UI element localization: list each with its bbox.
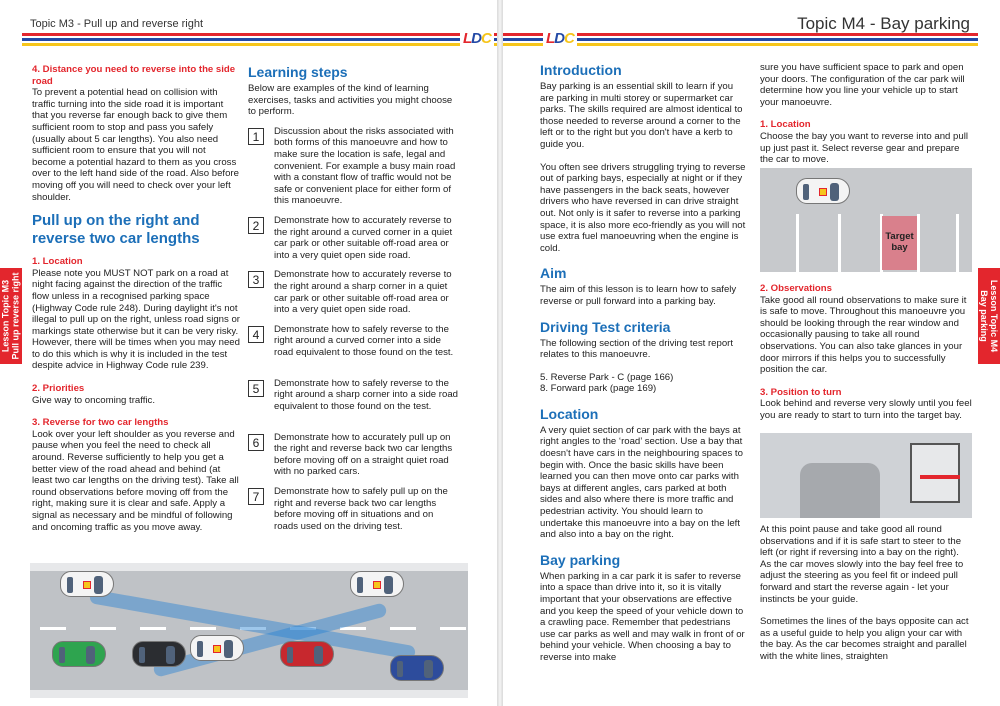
- introduction-text-2: You often see drivers struggling trying to reverse out of parking bays, especially at night or if they have passengers in the back seats, however drivers who have reversed in can drive straight out. Not only is it safer to reverse into a parking space, it is also more eco-friendly as you will not use extra fuel manoeuvring when the engine is cold.: [540, 161, 746, 254]
- left-column-1: [32, 64, 240, 544]
- learner-car: [190, 635, 244, 661]
- location-text: A very quiet section of car park with the bays at right angles to the ‘road’ section. Use a bay that doesn't have cars in the neighbouring spaces to begin with. Once the basic skills have been learned you can then move onto car parks with bays at different angles, cars parked at both sides and also where there is more traffic and pedestrian activity. You should learn to undertake this manoeuvre into a bay on the left and also into a bay on the right.: [540, 424, 743, 541]
- right-column-1: [540, 62, 748, 675]
- learning-steps-intro: Below are examples of the kind of learning exercises, tasks and activities you might choose to perform.: [248, 83, 453, 118]
- parked-car: [280, 641, 334, 667]
- section-2-text: Give way to oncoming traffic.: [32, 394, 155, 406]
- learner-car: [350, 571, 404, 597]
- right-column-2b: [760, 283, 972, 433]
- parked-car: [132, 641, 186, 667]
- aim-title: Aim: [540, 265, 567, 282]
- car-interior-illustration: [760, 433, 972, 518]
- section-2-title: 2. Priorities: [32, 383, 85, 395]
- learning-step: 4 Demonstrate how to safely reverse to the right around a curved corner into a side road equivalent to those found on the test.: [248, 324, 458, 370]
- introduction-title: Introduction: [540, 62, 622, 78]
- parked-car: [52, 641, 106, 667]
- section-3-title: 3. Reverse for two car lengths: [32, 417, 169, 429]
- left-page-header: Topic M3 - Pull up and reverse right: [30, 18, 204, 30]
- criteria-title: Driving Test criteria: [540, 318, 671, 335]
- section-4-text: To prevent a potential head on collision with traffic turning into the side road it is important that you reverse far enough back to give them sufficient room to stop and pass you safely (usually about 5 car lengths). You also need sufficient room to ensure that you will not become a potential hazard to them as you cross over to the left hand side of the road. Also before moving off you will need to check over your left shoulder.: [32, 87, 239, 203]
- left-page: [0, 0, 497, 706]
- section-1-text: Please note you MUST NOT park on a road at night facing against the direction of the traffic flow unless in a recognised parking space (Highway Code rule 248). During daylight it's not illegal to pull up on the right, unless road signs or markings state otherwise but it can be very risky. However, there will be times when you may need to do this which is why it is included in the test despite advice in Highway Code rule 239.: [32, 267, 240, 372]
- observations-text: Take good all round observations to make sure it is safe to move. Throughout this manoeuvre you should be looking through the rear window and occasionally pausing to take all round observations. You can also take glances in your door mirrors if this helps you to successfully position the car.: [760, 294, 967, 376]
- reverse-road-illustration: [30, 563, 468, 698]
- learning-step: 6 Demonstrate how to accurately pull up on the right and reverse back two car lengths before moving off on a straight quiet road with no parked cars.: [248, 432, 458, 478]
- learning-step: 7 Demonstrate how to safely pull up on the right and reverse back two car lengths before moving off in situations and on roads used on the driving test.: [248, 486, 458, 532]
- section-1-title: 1. Location: [32, 256, 83, 268]
- left-column-2: [248, 64, 458, 540]
- aim-text: The aim of this lesson is to learn how to safely reverse or pull forward into a parking bay.: [540, 284, 737, 307]
- learner-car: [60, 571, 114, 597]
- section-4-title: 4. Distance you need to reverse into the side road: [32, 64, 236, 87]
- learning-step: 3 Demonstrate how to accurately reverse to the right around a sharp corner in a quiet car park or other suitable off-road area or into a very quiet open side road.: [248, 269, 458, 315]
- right-column-2: [760, 62, 972, 177]
- position-title: 3. Position to turn: [760, 386, 842, 398]
- section-3-text: Look over your left shoulder as you reverse and pause when you feel the need to check all around. Reverse sufficiently to help you get a better view of the road ahead and behind (at least two car lengths on the driving test). Take all round observations before moving off from the right, making sure it is clear and safe. Apply a signal as necessary and be mindful of following and oncoming traffic as you move away.: [32, 428, 239, 533]
- introduction-text-1: Bay parking is an essential skill to learn if you are parking in multi storey or supermarket car parks. The skills required are almost identical to those needed to reverse around a corner to the left or to the right but you don't have a kerb to guide you.: [540, 81, 743, 150]
- bay-parking-title: Bay parking: [540, 551, 621, 568]
- right-page: [503, 0, 1000, 706]
- continued-text: sure you have sufficient space to park and open your doors. The configuration of the car park will determine how you line your vehicle up to start your manoeuvre.: [760, 62, 965, 108]
- right-column-2c: [760, 524, 972, 674]
- learning-step: 1 Discussion about the risks associated with both forms of this manoeuvre and how to make sure the location is safe, legal and convenient. For example a busy main road with a constant flow of traffic would not be safe or convenient place for either form of this manoeuvre.: [248, 126, 458, 207]
- location-title: Location: [540, 405, 599, 422]
- side-tab-m3: Lesson Topic M3 Pull up reverse right: [0, 268, 22, 364]
- observations-title: 2. Observations: [760, 283, 832, 294]
- learner-car: [796, 178, 850, 204]
- bay-parking-text: When parking in a car park it is safer to reverse into a space than drive into it, so it is vitally important that your observations are effective and you keep the speed of your vehicle down to a crawling pace. Remember that pedestrians use car parks as well and may walk in front of or behind your vehicle. When choosing a bay to reverse into make: [540, 570, 745, 663]
- criteria-text: The following section of the driving test report relates to this manoeuvre.: [540, 337, 734, 361]
- parked-car: [390, 655, 444, 681]
- main-title: Pull up on the right and reverse two car lengths: [32, 212, 200, 248]
- target-bay: Target bay: [882, 216, 917, 270]
- learning-steps-title: Learning steps: [248, 64, 348, 80]
- ldc-logo: LDC: [460, 30, 494, 47]
- bay-parking-illustration: [760, 168, 972, 272]
- right-page-header: Topic M4 - Bay parking: [797, 14, 970, 33]
- position-text: Look behind and reverse very slowly until you feel you are ready to start to turn into the target bay.: [760, 398, 972, 421]
- side-tab-m4: Lesson Topic M4 Bay parking: [978, 268, 1000, 364]
- header-stripes: [22, 33, 497, 47]
- after-position-text: At this point pause and take good all round observations and if it is safe start to steer to the left (or right if reversing into a bay on the right). As the car moves slowly into the bay feel free to adjust the steering as you feel fit or indeed pull forward and start the reverse again - let your instincts be your guide.: [760, 524, 964, 605]
- ldc-logo: LDC: [543, 30, 577, 47]
- criteria-item: 5. Reverse Park - C (page 166): [540, 371, 674, 383]
- learning-step: 5 Demonstrate how to safely reverse to the right around a sharp corner into a side road equivalent to those found on the test.: [248, 378, 458, 424]
- learning-step: 2 Demonstrate how to accurately reverse to the right around a curved corner in a quiet car park or other suitable off-road area or into a very quiet open side road.: [248, 215, 458, 261]
- location-step-title: 1. Location: [760, 119, 811, 131]
- location-step-text: Choose the bay you want to reverse into and pull up just past it. Select reverse gear and prepare the car to move.: [760, 130, 968, 166]
- final-text: Sometimes the lines of the bays opposite can act as a useful guide to help you align your car with the bay. As the car becomes straight and parallel with the white lines, straighten: [760, 616, 969, 662]
- criteria-item: 8. Forward park (page 169): [540, 383, 657, 395]
